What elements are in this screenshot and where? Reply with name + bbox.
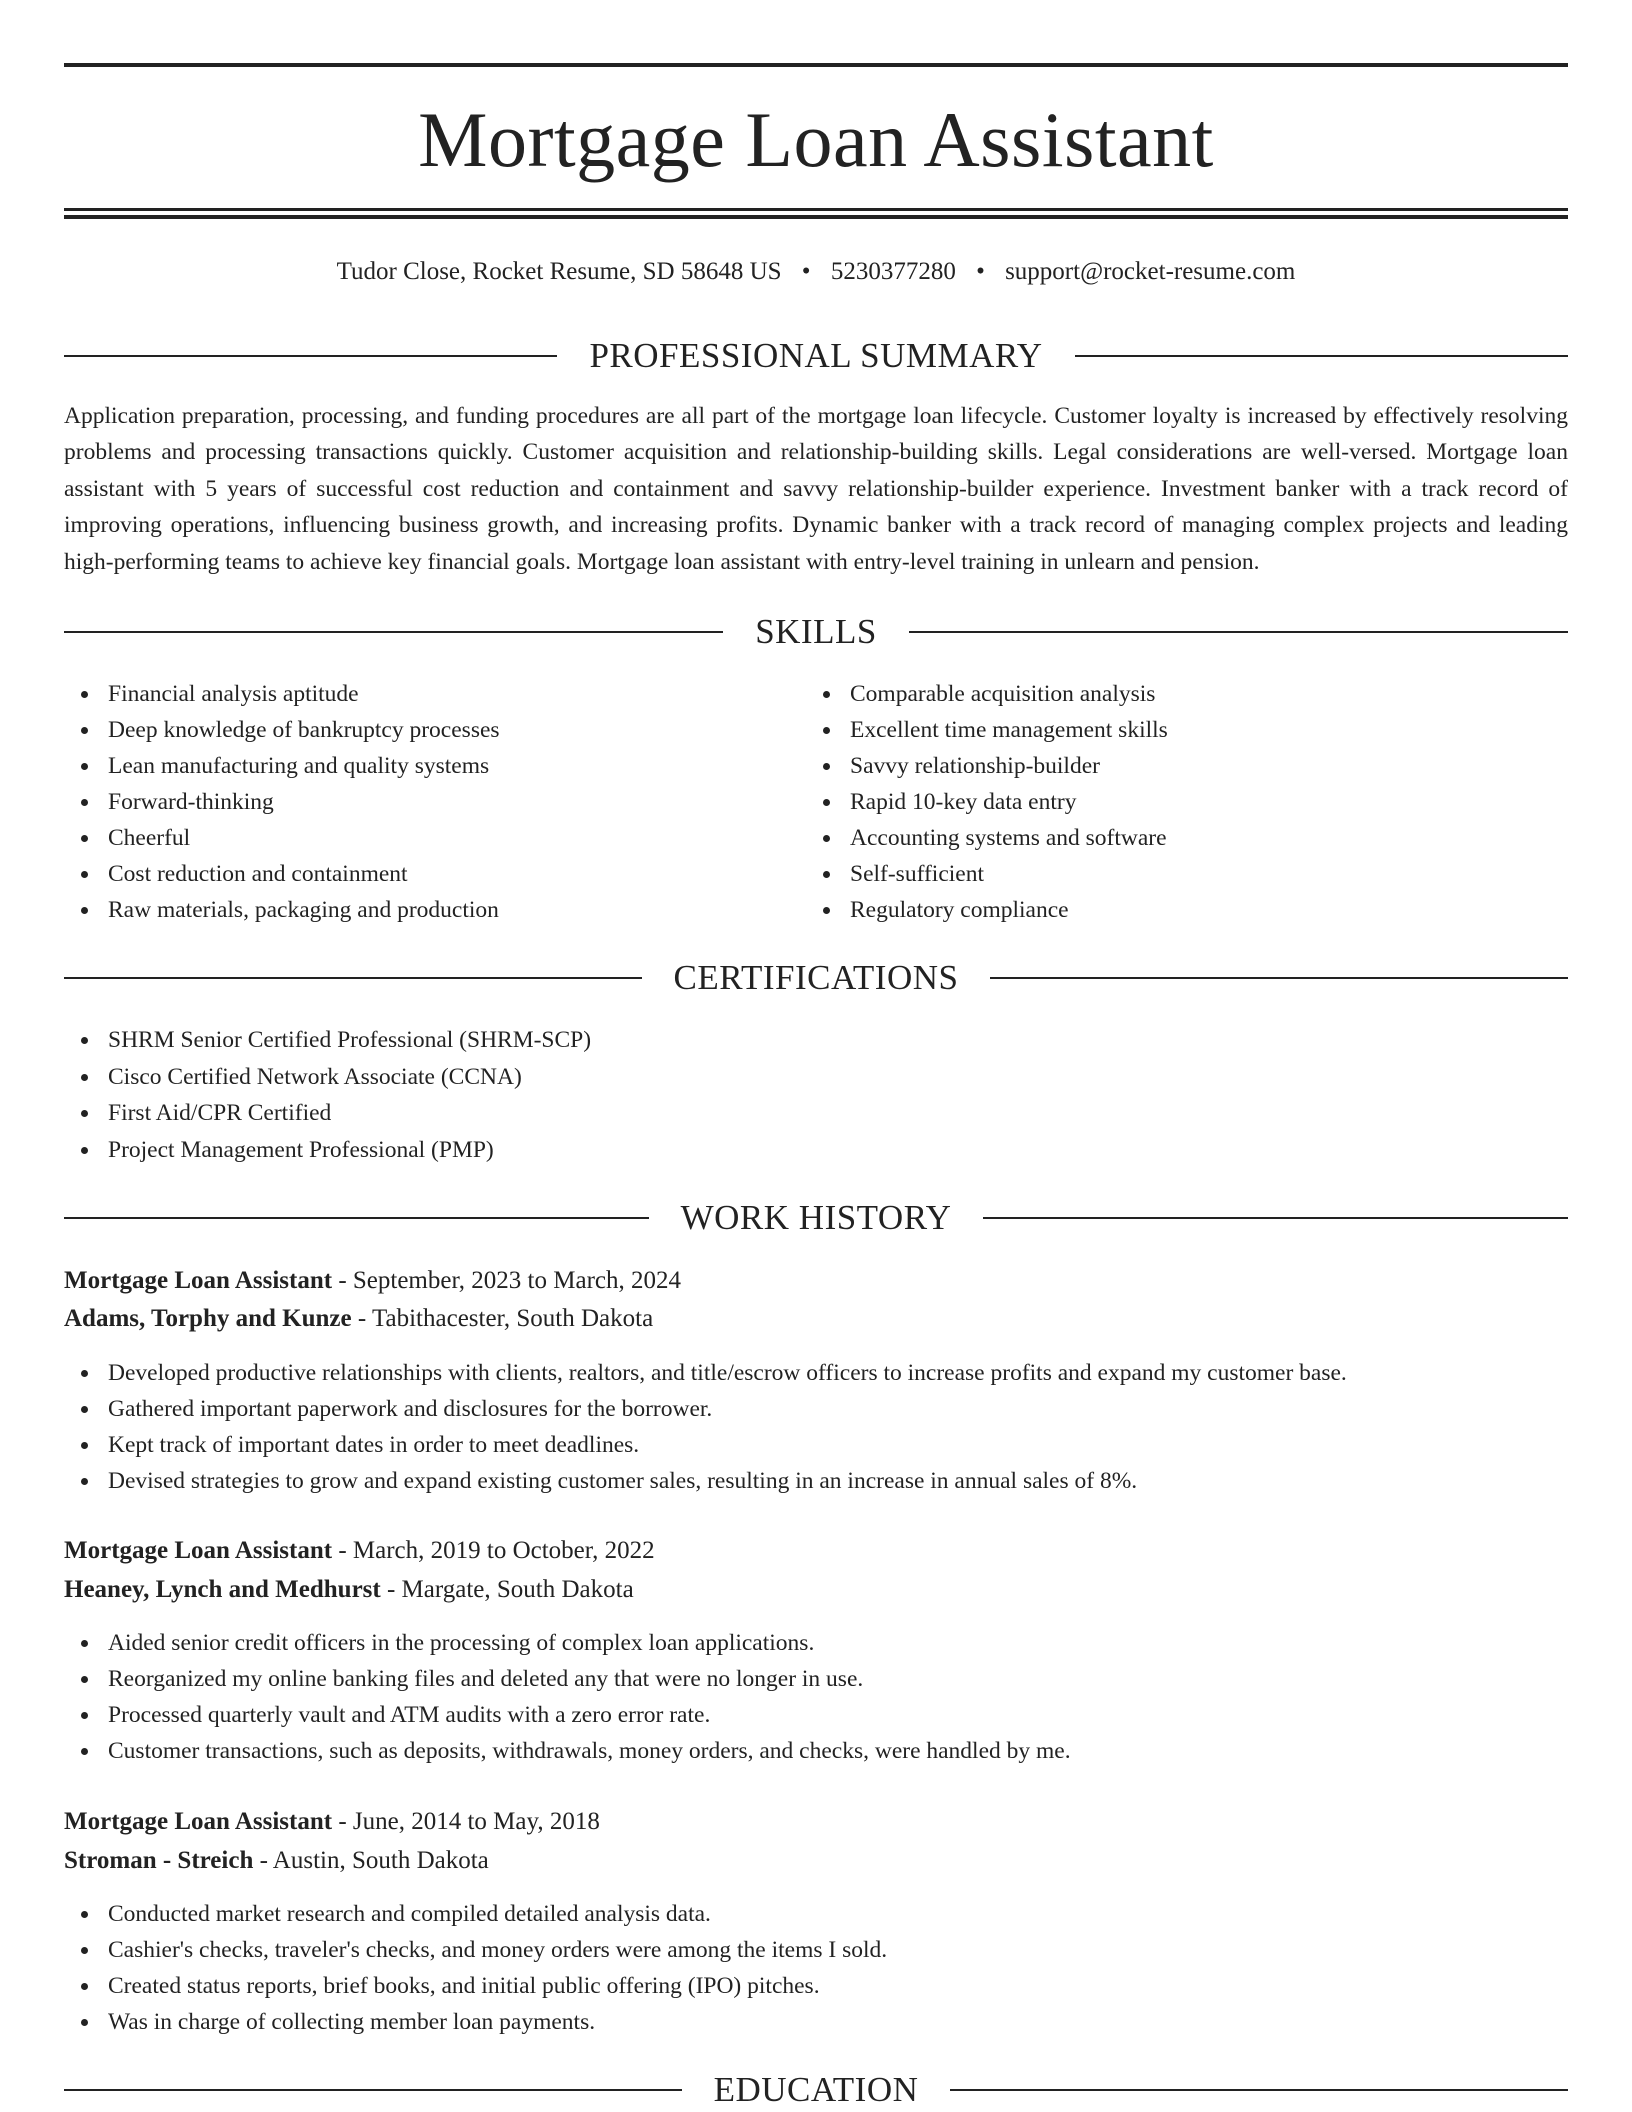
summary-text: Application preparation, processing, and funding procedures are all part of the mortgage loan lifecycle. Customer loyalty is increased by effectively resolving problems and processing transactions quickly. Customer acquisition and relationship-building skills. Legal considerations are well-versed. Mortgage loan assistant with 5 years of successful cost reduction and containment and savvy relationship-builder experience. Investment banker with a track record of improving operations, influencing business growth, and increasing profits. Dynamic banker with a track record of managing complex projects and leading high-performing teams to achieve key financial goals. Mortgage loan assistant with entry-level training in unlearn and pension. xyxy=(64,403,1568,575)
job-duty-item: Cashier's checks, traveler's checks, and money orders were among the items I sold. xyxy=(64,1932,1568,1968)
contact-address: Tudor Close, Rocket Resume, SD 58648 US xyxy=(336,258,782,285)
resume-name: Mortgage Loan Assistant xyxy=(418,96,1214,183)
top-rule xyxy=(64,63,1568,67)
job-title: Mortgage Loan Assistant xyxy=(64,1267,333,1294)
skill-item: Financial analysis aptitude xyxy=(64,676,804,712)
job-duty-item: Customer transactions, such as deposits, withdrawals, money orders, and checks, were handled by me. xyxy=(64,1733,1568,1769)
certification-item: Project Management Professional (PMP) xyxy=(64,1132,1568,1169)
section-heading-education xyxy=(64,2068,1568,2112)
section-heading-skills xyxy=(64,610,1568,654)
job-duty-item: Created status reports, brief books, and initial public offering (IPO) pitches. xyxy=(64,1968,1568,2004)
skill-item: Excellent time management skills xyxy=(806,712,1546,748)
skill-item: Cost reduction and containment xyxy=(64,856,804,892)
job-title-line xyxy=(64,1532,1568,1570)
skill-item: Forward-thinking xyxy=(64,784,804,820)
job-duty-item: Conducted market research and compiled detailed analysis data. xyxy=(64,1896,1568,1932)
skill-item: Lean manufacturing and quality systems xyxy=(64,748,804,784)
job-duty-item: Devised strategies to grow and expand existing customer sales, resulting in an increase in annual sales of 8%. xyxy=(64,1463,1568,1499)
job-title: Mortgage Loan Assistant xyxy=(64,1537,333,1564)
section-rule xyxy=(64,977,642,979)
skill-item: Accounting systems and software xyxy=(806,820,1546,856)
section-heading-summary xyxy=(64,334,1568,378)
job-duty-item: Gathered important paperwork and disclosures for the borrower. xyxy=(64,1391,1568,1427)
job-duties-list xyxy=(64,1896,1568,2040)
job-company: Adams, Torphy and Kunze xyxy=(64,1305,352,1332)
job-duties-list xyxy=(64,1355,1568,1499)
section-title: SKILLS xyxy=(755,612,877,651)
skill-item: Savvy relationship-builder xyxy=(806,748,1546,784)
certification-item: Cisco Certified Network Associate (CCNA) xyxy=(64,1059,1568,1096)
certification-item: First Aid/CPR Certified xyxy=(64,1095,1568,1132)
skill-item: Self-sufficient xyxy=(806,856,1546,892)
section-rule xyxy=(909,631,1568,633)
job-company-line xyxy=(64,1842,1568,1880)
job-location: - Austin, South Dakota xyxy=(253,1847,489,1874)
job-duty-item: Was in charge of collecting member loan payments. xyxy=(64,2004,1568,2040)
section-rule xyxy=(1075,355,1568,357)
job-dates: - September, 2023 to March, 2024 xyxy=(332,1267,681,1294)
job-location: - Tabithacester, South Dakota xyxy=(351,1305,654,1332)
job-duty-item: Kept track of important dates in order to meet deadlines. xyxy=(64,1427,1568,1463)
contact-phone: 5230377280 xyxy=(830,258,956,285)
skill-item: Rapid 10-key data entry xyxy=(806,784,1546,820)
job-duty-item: Aided senior credit officers in the processing of complex loan applications. xyxy=(64,1625,1568,1661)
job-duty-item: Reorganized my online banking files and deleted any that were no longer in use. xyxy=(64,1661,1568,1697)
job-duty-item: Processed quarterly vault and ATM audits with a zero error rate. xyxy=(64,1697,1568,1733)
skill-item: Cheerful xyxy=(64,820,804,856)
section-heading-certifications xyxy=(64,956,1568,1000)
skills-list-left xyxy=(64,676,804,928)
section-title: WORK HISTORY xyxy=(680,1198,952,1237)
section-heading-work-history xyxy=(64,1196,1568,1240)
skill-item: Raw materials, packaging and production xyxy=(64,892,804,928)
contact-separator: • xyxy=(801,258,811,285)
job-company-line xyxy=(64,1571,1568,1609)
certification-item: SHRM Senior Certified Professional (SHRM-SCP) xyxy=(64,1022,1568,1059)
job-location: - Margate, South Dakota xyxy=(380,1576,634,1603)
contact-line xyxy=(64,254,1568,290)
skills-list-right xyxy=(806,676,1546,928)
skill-item: Deep knowledge of bankruptcy processes xyxy=(64,712,804,748)
section-title: PROFESSIONAL SUMMARY xyxy=(589,336,1043,375)
contact-separator: • xyxy=(976,258,985,285)
job-title-line xyxy=(64,1262,1568,1300)
section-rule xyxy=(64,355,557,357)
section-title: CERTIFICATIONS xyxy=(673,958,959,997)
skill-item: Regulatory compliance xyxy=(806,892,1546,928)
section-rule xyxy=(64,1217,649,1219)
job-duty-item: Developed productive relationships with clients, realtors, and title/escrow officers to increase profits and expand my customer base. xyxy=(64,1355,1568,1391)
section-rule xyxy=(983,1217,1568,1219)
section-rule xyxy=(64,631,723,633)
job-dates: - June, 2014 to May, 2018 xyxy=(332,1808,600,1835)
section-rule xyxy=(950,2089,1568,2091)
job-dates: - March, 2019 to October, 2022 xyxy=(332,1537,655,1564)
job-company: Stroman - Streich xyxy=(64,1847,254,1874)
job-company: Heaney, Lynch and Medhurst xyxy=(64,1576,381,1603)
job-title: Mortgage Loan Assistant xyxy=(64,1808,333,1835)
job-company-line xyxy=(64,1300,1568,1338)
job-title-line xyxy=(64,1803,1568,1841)
job-duties-list xyxy=(64,1625,1568,1769)
skill-item: Comparable acquisition analysis xyxy=(806,676,1546,712)
section-title: EDUCATION xyxy=(713,2070,919,2109)
header-double-rule xyxy=(64,208,1568,219)
section-rule xyxy=(990,977,1568,979)
contact-email: support@rocket-resume.com xyxy=(1005,258,1296,285)
section-rule xyxy=(64,2089,682,2091)
certifications-list xyxy=(64,1022,1568,1168)
